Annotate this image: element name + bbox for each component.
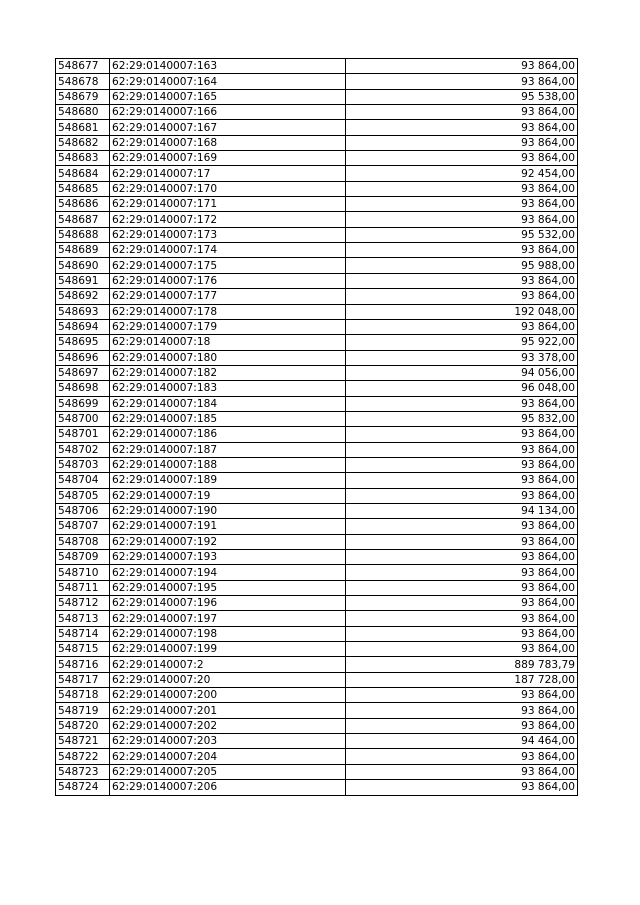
table-row [56, 365, 578, 380]
cadastral-value-cell: 93 864,00 [346, 457, 578, 472]
cadastral-value-cell: 93 864,00 [346, 197, 578, 212]
row-id-cell: 548686 [56, 197, 110, 212]
row-id-cell: 548724 [56, 780, 110, 795]
table-row [56, 519, 578, 534]
cadastral-number-cell: 62:29:0140007:179 [110, 319, 346, 334]
table-row [56, 642, 578, 657]
row-id-cell: 548682 [56, 135, 110, 150]
table-row [56, 59, 578, 74]
table-row [56, 580, 578, 595]
row-id-cell: 548709 [56, 550, 110, 565]
cadastral-number-cell: 62:29:0140007:170 [110, 181, 346, 196]
cadastral-number-cell: 62:29:0140007:202 [110, 718, 346, 733]
cadastral-number-cell: 62:29:0140007:165 [110, 89, 346, 104]
table-row [56, 688, 578, 703]
cadastral-value-cell: 93 864,00 [346, 519, 578, 534]
cadastral-number-cell: 62:29:0140007:178 [110, 304, 346, 319]
table-row [56, 657, 578, 672]
cadastral-value-cell: 93 864,00 [346, 611, 578, 626]
cadastral-value-cell: 94 056,00 [346, 365, 578, 380]
row-id-cell: 548704 [56, 473, 110, 488]
cadastral-value-cell: 93 864,00 [346, 273, 578, 288]
row-id-cell: 548716 [56, 657, 110, 672]
cadastral-value-cell: 93 864,00 [346, 243, 578, 258]
cadastral-value-cell: 192 048,00 [346, 304, 578, 319]
table-row [56, 89, 578, 104]
row-id-cell: 548696 [56, 350, 110, 365]
row-id-cell: 548705 [56, 488, 110, 503]
cadastral-number-cell: 62:29:0140007:187 [110, 442, 346, 457]
table-row [56, 151, 578, 166]
row-id-cell: 548692 [56, 289, 110, 304]
cadastral-value-cell: 95 988,00 [346, 258, 578, 273]
table-row [56, 74, 578, 89]
cadastral-number-cell: 62:29:0140007:191 [110, 519, 346, 534]
cadastral-number-cell: 62:29:0140007:182 [110, 365, 346, 380]
table-row [56, 534, 578, 549]
cadastral-number-cell: 62:29:0140007:201 [110, 703, 346, 718]
cadastral-value-cell: 93 864,00 [346, 565, 578, 580]
cadastral-number-cell: 62:29:0140007:184 [110, 396, 346, 411]
cadastral-number-cell: 62:29:0140007:193 [110, 550, 346, 565]
table-row [56, 457, 578, 472]
table-row [56, 273, 578, 288]
table-row [56, 734, 578, 749]
row-id-cell: 548714 [56, 626, 110, 641]
cadastral-value-cell: 93 864,00 [346, 780, 578, 795]
row-id-cell: 548710 [56, 565, 110, 580]
cadastral-number-cell: 62:29:0140007:20 [110, 672, 346, 687]
cadastral-number-cell: 62:29:0140007:169 [110, 151, 346, 166]
cadastral-number-cell: 62:29:0140007:188 [110, 457, 346, 472]
table-row [56, 227, 578, 242]
row-id-cell: 548681 [56, 120, 110, 135]
row-id-cell: 548723 [56, 764, 110, 779]
cadastral-value-cell: 96 048,00 [346, 381, 578, 396]
row-id-cell: 548684 [56, 166, 110, 181]
cadastral-number-cell: 62:29:0140007:206 [110, 780, 346, 795]
cadastral-value-cell: 93 864,00 [346, 488, 578, 503]
cadastral-value-cell: 889 783,79 [346, 657, 578, 672]
cadastral-number-cell: 62:29:0140007:203 [110, 734, 346, 749]
cadastral-number-cell: 62:29:0140007:173 [110, 227, 346, 242]
cadastral-number-cell: 62:29:0140007:163 [110, 59, 346, 74]
cadastral-value-cell: 93 864,00 [346, 442, 578, 457]
row-id-cell: 548695 [56, 335, 110, 350]
cadastral-value-cell: 93 864,00 [346, 688, 578, 703]
row-id-cell: 548691 [56, 273, 110, 288]
row-id-cell: 548707 [56, 519, 110, 534]
cadastral-number-cell: 62:29:0140007:18 [110, 335, 346, 350]
table-row [56, 550, 578, 565]
table-row [56, 503, 578, 518]
cadastral-number-cell: 62:29:0140007:194 [110, 565, 346, 580]
cadastral-number-cell: 62:29:0140007:166 [110, 105, 346, 120]
row-id-cell: 548701 [56, 427, 110, 442]
cadastral-number-cell: 62:29:0140007:196 [110, 596, 346, 611]
table-row [56, 411, 578, 426]
cadastral-value-cell: 93 864,00 [346, 105, 578, 120]
cadastral-value-cell: 93 864,00 [346, 427, 578, 442]
row-id-cell: 548719 [56, 703, 110, 718]
cadastral-value-cell: 93 864,00 [346, 396, 578, 411]
cadastral-value-cell: 93 864,00 [346, 120, 578, 135]
row-id-cell: 548721 [56, 734, 110, 749]
cadastral-value-cell: 93 864,00 [346, 703, 578, 718]
table-row [56, 350, 578, 365]
row-id-cell: 548711 [56, 580, 110, 595]
cadastral-number-cell: 62:29:0140007:195 [110, 580, 346, 595]
cadastral-value-cell: 93 864,00 [346, 319, 578, 334]
table-row [56, 304, 578, 319]
table-row [56, 749, 578, 764]
table-body [56, 59, 578, 796]
table-row [56, 780, 578, 795]
table-row [56, 488, 578, 503]
cadastral-number-cell: 62:29:0140007:2 [110, 657, 346, 672]
cadastral-number-cell: 62:29:0140007:174 [110, 243, 346, 258]
row-id-cell: 548689 [56, 243, 110, 258]
cadastral-value-cell: 93 864,00 [346, 764, 578, 779]
cadastral-number-cell: 62:29:0140007:197 [110, 611, 346, 626]
table-row [56, 258, 578, 273]
table-row [56, 626, 578, 641]
cadastral-value-cell: 93 864,00 [346, 212, 578, 227]
table-row [56, 596, 578, 611]
row-id-cell: 548703 [56, 457, 110, 472]
cadastral-value-cell: 93 864,00 [346, 181, 578, 196]
cadastral-number-cell: 62:29:0140007:172 [110, 212, 346, 227]
cadastral-value-cell: 93 864,00 [346, 151, 578, 166]
table-row [56, 764, 578, 779]
table-row [56, 197, 578, 212]
table-row [56, 565, 578, 580]
row-id-cell: 548708 [56, 534, 110, 549]
row-id-cell: 548718 [56, 688, 110, 703]
row-id-cell: 548687 [56, 212, 110, 227]
table-row [56, 611, 578, 626]
cadastral-number-cell: 62:29:0140007:164 [110, 74, 346, 89]
cadastral-value-cell: 94 464,00 [346, 734, 578, 749]
table-row [56, 442, 578, 457]
cadastral-number-cell: 62:29:0140007:199 [110, 642, 346, 657]
row-id-cell: 548683 [56, 151, 110, 166]
cadastral-number-cell: 62:29:0140007:200 [110, 688, 346, 703]
row-id-cell: 548693 [56, 304, 110, 319]
cadastral-value-cell: 95 532,00 [346, 227, 578, 242]
cadastral-value-table [55, 58, 578, 796]
cadastral-value-cell: 93 864,00 [346, 718, 578, 733]
cadastral-number-cell: 62:29:0140007:19 [110, 488, 346, 503]
table-row [56, 335, 578, 350]
row-id-cell: 548679 [56, 89, 110, 104]
cadastral-value-cell: 95 538,00 [346, 89, 578, 104]
cadastral-value-cell: 93 864,00 [346, 534, 578, 549]
row-id-cell: 548700 [56, 411, 110, 426]
cadastral-number-cell: 62:29:0140007:185 [110, 411, 346, 426]
cadastral-number-cell: 62:29:0140007:186 [110, 427, 346, 442]
row-id-cell: 548694 [56, 319, 110, 334]
row-id-cell: 548697 [56, 365, 110, 380]
table-row [56, 718, 578, 733]
table-row [56, 672, 578, 687]
row-id-cell: 548678 [56, 74, 110, 89]
row-id-cell: 548720 [56, 718, 110, 733]
row-id-cell: 548698 [56, 381, 110, 396]
cadastral-value-cell: 93 864,00 [346, 550, 578, 565]
cadastral-number-cell: 62:29:0140007:183 [110, 381, 346, 396]
cadastral-number-cell: 62:29:0140007:180 [110, 350, 346, 365]
table-row [56, 427, 578, 442]
cadastral-number-cell: 62:29:0140007:189 [110, 473, 346, 488]
row-id-cell: 548690 [56, 258, 110, 273]
cadastral-value-cell: 93 864,00 [346, 59, 578, 74]
row-id-cell: 548713 [56, 611, 110, 626]
cadastral-value-cell: 93 864,00 [346, 749, 578, 764]
row-id-cell: 548712 [56, 596, 110, 611]
row-id-cell: 548702 [56, 442, 110, 457]
cadastral-number-cell: 62:29:0140007:204 [110, 749, 346, 764]
cadastral-value-cell: 93 864,00 [346, 580, 578, 595]
cadastral-number-cell: 62:29:0140007:205 [110, 764, 346, 779]
table-row [56, 166, 578, 181]
table-row [56, 181, 578, 196]
cadastral-value-cell: 93 864,00 [346, 473, 578, 488]
row-id-cell: 548677 [56, 59, 110, 74]
cadastral-value-cell: 93 864,00 [346, 626, 578, 641]
cadastral-value-cell: 94 134,00 [346, 503, 578, 518]
cadastral-value-cell: 93 864,00 [346, 596, 578, 611]
cadastral-value-cell: 93 864,00 [346, 289, 578, 304]
cadastral-value-cell: 92 454,00 [346, 166, 578, 181]
cadastral-value-cell: 93 864,00 [346, 74, 578, 89]
row-id-cell: 548715 [56, 642, 110, 657]
row-id-cell: 548685 [56, 181, 110, 196]
row-id-cell: 548699 [56, 396, 110, 411]
cadastral-value-cell: 95 922,00 [346, 335, 578, 350]
table-row [56, 289, 578, 304]
cadastral-number-cell: 62:29:0140007:17 [110, 166, 346, 181]
cadastral-value-cell: 187 728,00 [346, 672, 578, 687]
cadastral-number-cell: 62:29:0140007:176 [110, 273, 346, 288]
cadastral-number-cell: 62:29:0140007:192 [110, 534, 346, 549]
cadastral-number-cell: 62:29:0140007:171 [110, 197, 346, 212]
table-row [56, 473, 578, 488]
table-row [56, 120, 578, 135]
cadastral-value-cell: 95 832,00 [346, 411, 578, 426]
table-row [56, 243, 578, 258]
table-row [56, 105, 578, 120]
cadastral-value-cell: 93 864,00 [346, 135, 578, 150]
row-id-cell: 548717 [56, 672, 110, 687]
cadastral-value-cell: 93 378,00 [346, 350, 578, 365]
table-row [56, 319, 578, 334]
row-id-cell: 548722 [56, 749, 110, 764]
table-row [56, 212, 578, 227]
cadastral-number-cell: 62:29:0140007:177 [110, 289, 346, 304]
table-row [56, 135, 578, 150]
cadastral-number-cell: 62:29:0140007:190 [110, 503, 346, 518]
cadastral-number-cell: 62:29:0140007:198 [110, 626, 346, 641]
table-row [56, 381, 578, 396]
row-id-cell: 548706 [56, 503, 110, 518]
cadastral-number-cell: 62:29:0140007:168 [110, 135, 346, 150]
table-row [56, 396, 578, 411]
row-id-cell: 548680 [56, 105, 110, 120]
table-row [56, 703, 578, 718]
row-id-cell: 548688 [56, 227, 110, 242]
cadastral-value-cell: 93 864,00 [346, 642, 578, 657]
cadastral-number-cell: 62:29:0140007:167 [110, 120, 346, 135]
cadastral-number-cell: 62:29:0140007:175 [110, 258, 346, 273]
